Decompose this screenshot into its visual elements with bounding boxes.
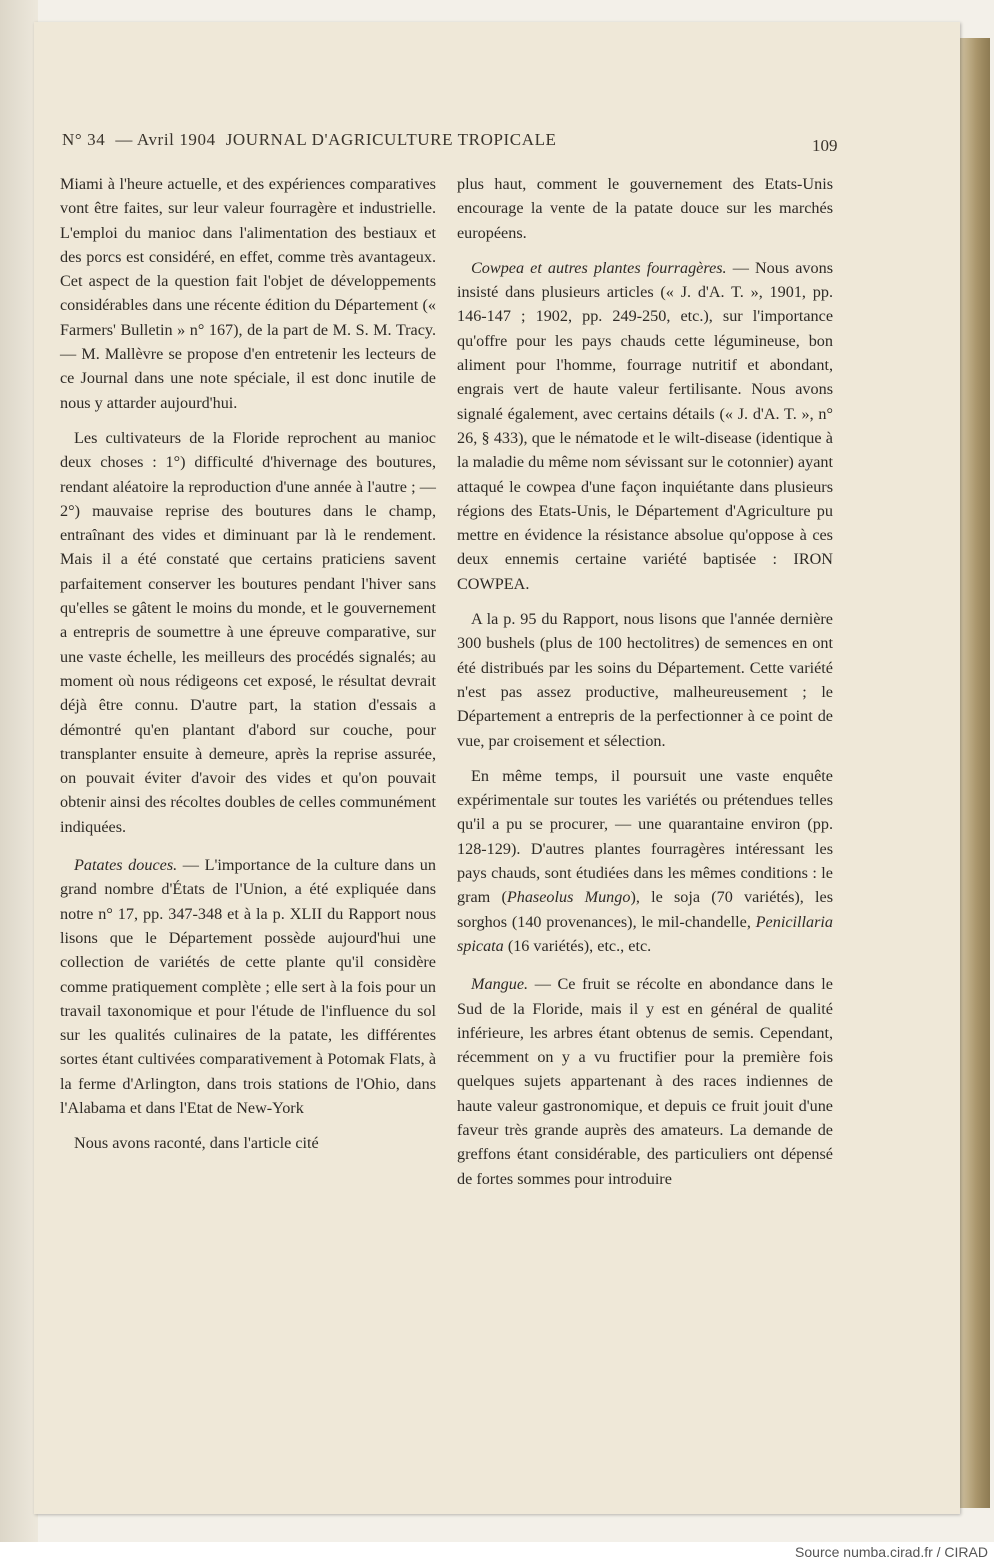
running-head <box>62 130 852 150</box>
species-name-phaseolus: Phaseolus Mungo <box>506 888 631 907</box>
paragraph-cowpea <box>457 256 833 596</box>
paragraph-text: — Nous avons insisté dans plusieurs articles (« J. d'A. T. », 1901, pp. 146-147 ; 1902, pp. 249-250, etc.), sur l'importance qu'offre pour les pays chauds cette légumineuse, bon aliment pour l'homme, fourrage nutritif et abondant, engrais vert de haute valeur fertilisante. Nous avons signalé également, avec certains détails (« J. d'A. T. », n° 26, § 433), que le nématode et le wilt-disease (identique à la maladie du même nom sévissant sur le cotonnier) ayant attaqué le cowpea d'une façon inquiétante dans plusieurs régions des Etats-Unis, le Département d'Agriculture pu mettre en évidence la résistance absolue qu'oppose à ces deux ennemis certaine variété baptisée : IRON COWPEA. <box>457 258 833 593</box>
book-page-edges <box>958 38 990 1508</box>
paragraph-text: (16 variétés), etc., etc. <box>503 936 652 955</box>
paragraph-patates-douces <box>60 853 436 1120</box>
section-heading-patates-douces: Patates douces. <box>74 856 178 875</box>
paragraph-enquete-experimentale <box>457 764 833 958</box>
paragraph-text: — Ce fruit se récolte en abondance dans le Sud de la Floride, mais il y est en général de qualité inférieure, les arbres étant obtenus de semis. Cependant, récemment on y a vu fructifier pour la première fois quelques sujets appartenant à des races indiennes de haute valeur gastronomique, et depuis ce fruit jouit d'une faveur très grande auprès des amateurs. La demande de greffons étant considérable, des particuliers ont dépensé de fortes sommes pour introduire <box>457 975 833 1188</box>
issue-date: — Avril 1904 <box>115 130 216 149</box>
paragraph-manioc-continued: Miami à l'heure actuelle, et des expériences comparatives vont être faites, sur leur valeur fourragère et industrielle. L'emploi du manioc dans l'alimentation des bestiaux et des porcs est considéré, en effet, comme très avantageux. Cet aspect de la question fait l'objet de développements considérables dans une récente édition du Département (« Farmers' Bulletin » n° 167), de la part de M. S. M. Tracy. — M. Mallèvre se propose d'en entretenir les lecteurs de ce Journal dans une note spéciale, il est donc inutile de nous y attarder aujourd'hui. <box>60 175 436 412</box>
journal-title: JOURNAL D'AGRICULTURE TROPICALE <box>225 130 557 149</box>
issue-number: N° 34 <box>62 130 106 149</box>
section-heading-mangue: Mangue. <box>471 975 529 994</box>
paragraph-article-cite: Nous avons raconté, dans l'article cité <box>74 1134 319 1153</box>
right-column <box>457 172 833 1202</box>
page-number: 109 <box>812 136 838 155</box>
paragraph-patate-continued: plus haut, comment le gouvernement des Etats-Unis encourage la vente de la patate douce sur les marchés européens. <box>457 175 833 242</box>
paragraph-text: ), le soja (70 variétés), les sorghos (140 provenances), le mil-chandelle, <box>457 888 833 931</box>
paragraph-text: En même temps, il poursuit une vaste enquête expérimentale sur toutes les variétés ou prétendues telles qu'il a pu se procurer, — une quarantaine environ (pp. 128-129). D'autres plantes fourragères intéressant les pays chauds, sont étudiées dans les mêmes conditions : le gram ( <box>457 766 833 907</box>
species-name-penicillaria: Penicillaria spicata <box>457 912 833 955</box>
paragraph-mangue <box>457 972 833 1191</box>
section-heading-cowpea: Cowpea et autres plantes fourragères. <box>471 258 727 277</box>
paragraph-text: — L'importance de la culture dans un grand nombre d'États de l'Union, a été expliquée dans notre n° 17, pp. 347-348 et à la p. XLII du Rapport nous lisons que le Département possède aujourd'hui une collection de variétés de cette plante qu'il considère comme pratiquement complète ; elle sert à la fois pour un travail taxonomique et pour l'étude de l'influence du sol sur les qualités culinaires de la patate, les différentes sortes étant cultivées comparativement à Potomak Flats, à la ferme d'Arlington, dans trois stations de l'Ohio, dans l'Alabama et dans l'Etat de New-York <box>60 856 436 1117</box>
paragraph-rapport-p95: A la p. 95 du Rapport, nous lisons que l'année dernière 300 bushels (plus de 100 hectolitres) de semences en ont été distribués par les soins du Département. Cette variété n'est pas assez productive, malheureusement ; le Département a entrepris de la perfectionner à ce point de vue, par croisement et sélection. <box>457 610 833 750</box>
left-column <box>60 172 436 1167</box>
paragraph-floride-cultivateurs: Les cultivateurs de la Floride reprochent au manioc deux choses : 1°) difficulté d'hivernage des boutures, rendant aléatoire la reproduction d'une année à l'autre ; — 2°) mauvaise reprise des boutures dans le champ, entraînant des vides et diminuant par là le rendement. Mais il a été constaté que certains praticiens savent parfaitement conserver les boutures pendant l'hiver sans qu'elles se gâtent le moins du monde, et le gouvernement a entrepris de soumettre à une épreuve comparative, sur une vaste échelle, les meilleurs des procédés signalés; au moment où nous rédigeons cet exposé, le résultat devrait déjà être connu. D'autre part, la station d'essais a démontré qu'en plantant d'abord sur couche, pour transplanter ensuite à demeure, après la reprise assurée, on pouvait éviter d'avoir des vides et qu'on pouvait obtenir ainsi des récoltes doubles de celles communément indiquées. <box>60 428 436 836</box>
page-gutter-shadow <box>0 0 38 1542</box>
source-credit: Source numba.cirad.fr / CIRAD <box>795 1544 988 1560</box>
